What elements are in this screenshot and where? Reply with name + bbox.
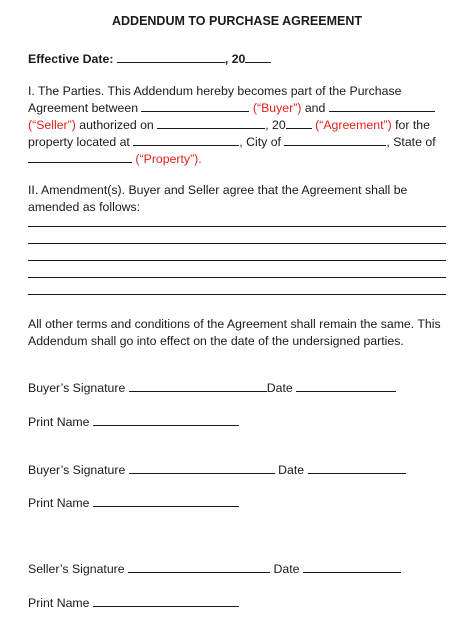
buyer-name-blank[interactable] (141, 101, 249, 112)
closing-line-1: All other terms and conditions of the Agreement shall remain the same. This (28, 317, 441, 331)
date-label: Date (266, 381, 293, 395)
property-period: . (198, 152, 202, 166)
closing-line-2: Addendum shall go into effect on the date of the undersigned parties. (28, 334, 404, 348)
state-label: , State of (386, 135, 436, 149)
city-label: , City of (239, 135, 281, 149)
parties-and: and (304, 101, 326, 115)
signature-label: Buyer’s Signature (28, 463, 126, 477)
for-the-label: for the (395, 118, 430, 132)
parties-line-3 (28, 118, 430, 132)
property-located-label: property located at (28, 135, 130, 149)
effective-date-line (28, 52, 271, 66)
amendments-line-2: amended as follows: (28, 200, 141, 214)
authorized-year-blank[interactable] (286, 118, 312, 129)
signature-blank[interactable] (129, 381, 267, 392)
parties-line-2 (28, 101, 435, 115)
seller-name-blank[interactable] (329, 101, 435, 112)
signature-label: Seller’s Signature (28, 562, 125, 576)
authorized-year-prefix: , 20 (265, 118, 286, 132)
buyer-tag: (“Buyer”) (252, 101, 302, 115)
amendment-entry-line[interactable] (28, 243, 446, 244)
print-name-line (28, 496, 239, 510)
signature-blank[interactable] (128, 562, 270, 573)
signature-label: Buyer’s Signature (28, 381, 126, 395)
amendment-entry-line[interactable] (28, 277, 446, 278)
print-name-label: Print Name (28, 415, 90, 429)
effective-date-label: Effective Date: (28, 52, 114, 66)
parties-line-1: I. The Parties. This Addendum hereby becomes part of the Purchase (28, 84, 402, 98)
city-blank[interactable] (284, 135, 386, 146)
seller-tag: (“Seller”) (28, 118, 76, 132)
date-blank[interactable] (308, 463, 406, 474)
effective-date-year-prefix: , 20 (224, 52, 246, 66)
print-name-line (28, 415, 239, 429)
print-name-blank[interactable] (93, 496, 239, 507)
effective-date-year-blank[interactable] (245, 52, 271, 63)
amendment-entry-line[interactable] (28, 294, 446, 295)
property-tag: (“Property”) (135, 152, 199, 166)
print-name-blank[interactable] (93, 415, 239, 426)
authorized-on-label: authorized on (79, 118, 154, 132)
amendments-line-1: II. Amendment(s). Buyer and Seller agree that the Agreement shall be (28, 183, 408, 197)
signature-blank[interactable] (129, 463, 275, 474)
signature-line (28, 562, 401, 576)
print-name-label: Print Name (28, 496, 90, 510)
date-blank[interactable] (296, 381, 396, 392)
parties-agreement-between: Agreement between (28, 101, 139, 115)
date-blank[interactable] (303, 562, 401, 573)
document-title: ADDENDUM TO PURCHASE AGREEMENT (111, 14, 362, 28)
signature-line (28, 463, 406, 477)
print-name-line (28, 596, 239, 610)
amendment-entry-line[interactable] (28, 260, 446, 261)
date-label: Date (273, 562, 300, 576)
print-name-label: Print Name (28, 596, 90, 610)
state-blank[interactable] (28, 152, 132, 163)
agreement-tag: (“Agreement”) (315, 118, 392, 132)
effective-date-blank[interactable] (117, 52, 225, 63)
parties-line-4 (28, 135, 436, 149)
amendment-entry-line[interactable] (28, 226, 446, 227)
date-label: Date (278, 463, 305, 477)
authorized-date-blank[interactable] (157, 118, 265, 129)
print-name-blank[interactable] (93, 596, 239, 607)
parties-line-5 (28, 152, 202, 166)
signature-line (28, 381, 396, 395)
property-address-blank[interactable] (133, 135, 239, 146)
